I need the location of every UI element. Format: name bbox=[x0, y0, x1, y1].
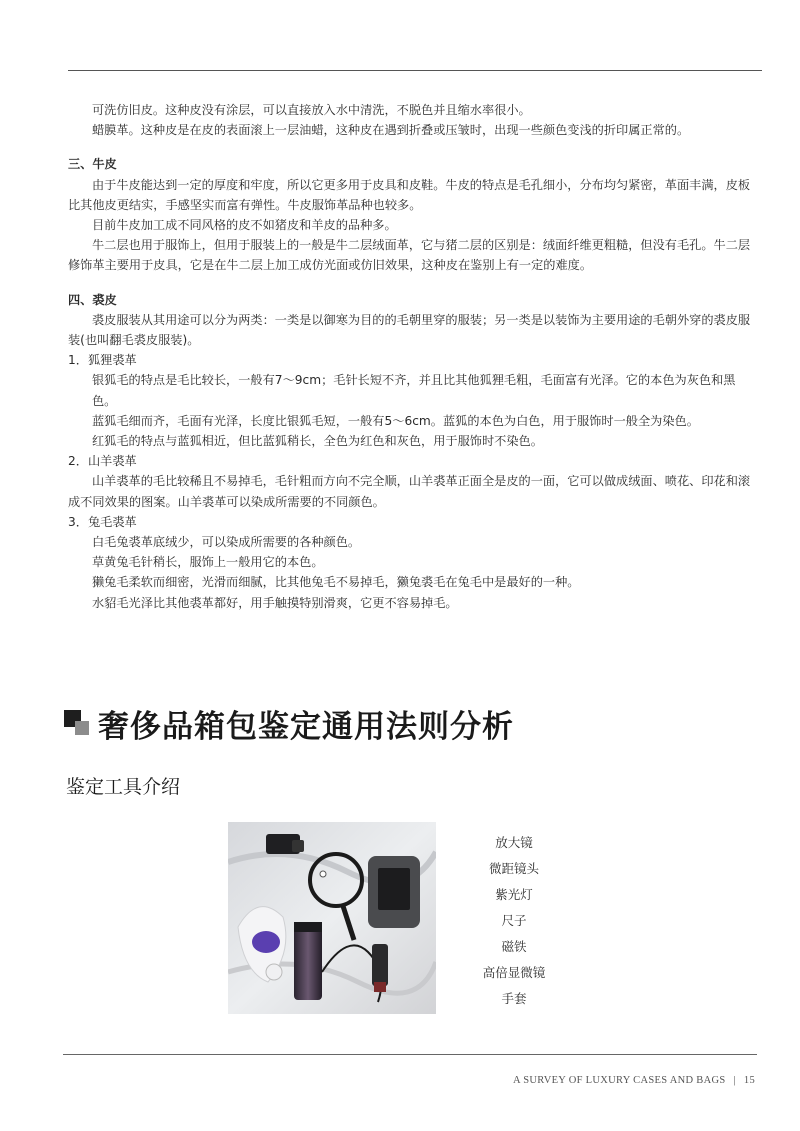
section-heading-text: 三、牛皮 bbox=[68, 157, 117, 172]
tool-item: 磁铁 bbox=[501, 939, 527, 954]
subsection-title: 鉴定工具介绍 bbox=[66, 776, 181, 798]
paragraph: 草黄兔毛针稍长，服饰上一般用它的本色。 bbox=[92, 555, 324, 570]
bottom-rule bbox=[63, 1054, 757, 1055]
paragraph: 蓝狐毛细而齐，毛面有光泽，长度比银狐毛短，一般有5～6cm。蓝狐的本色为白色，用于服饰时一般全为染色。 bbox=[92, 413, 699, 428]
tool-item: 放大镜 bbox=[495, 835, 533, 850]
paragraph: 可洗仿旧皮。这种皮没有涂层，可以直接放入水中清洗，不脱色并且缩水率很小。 bbox=[92, 103, 531, 117]
paragraph: 目前牛皮加工成不同风格的皮不如猪皮和羊皮的品种多。 bbox=[92, 218, 397, 233]
subheading-text: 1．狐狸裘革 bbox=[68, 353, 137, 368]
tool-item: 手套 bbox=[501, 991, 527, 1006]
paragraph: 白毛兔裘革底绒少，可以染成所需要的各种颜色。 bbox=[92, 535, 361, 550]
paragraph: 红狐毛的特点与蓝狐相近，但比蓝狐稍长，全色为红色和灰色，用于服饰时不染色。 bbox=[92, 434, 543, 449]
paragraph: 牛二层也用于服饰上，但用于服装上的一般是牛二层绒面革，它与猪二层的区别是：绒面纤维更粗糙，但没有毛孔。牛二层修饰革主要用于皮具，它是在牛二层上加工成仿光面或仿旧效果，这种皮在鉴别上有一定的难度。 bbox=[68, 238, 751, 273]
paragraph: 由于牛皮能达到一定的厚度和牢度，所以它更多用于皮具和皮鞋。牛皮的特点是毛孔细小，分布均匀紧密，革面丰满，皮板比其他皮更结实，手感坚实而富有弹性。牛皮服饰革品种也较多。 bbox=[68, 177, 751, 212]
top-rule bbox=[68, 70, 762, 71]
page-number: 15 bbox=[743, 1075, 755, 1086]
paragraph: 獭兔毛柔软而细密，光滑而细腻，比其他兔毛不易掉毛，獭兔裘毛在兔毛中是最好的一种。 bbox=[92, 575, 580, 590]
square-bullet-icon bbox=[64, 710, 90, 736]
tool-item: 紫光灯 bbox=[495, 887, 533, 902]
tools-list bbox=[474, 833, 554, 1015]
section-heading-text: 四、裘皮 bbox=[68, 292, 117, 307]
subheading-text: 3．兔毛裘革 bbox=[68, 514, 137, 529]
tools-photo bbox=[228, 822, 436, 1014]
body-text bbox=[68, 100, 758, 613]
footer-text: A SURVEY OF LUXURY CASES AND BAGS bbox=[512, 1075, 726, 1086]
tool-item: 尺子 bbox=[501, 913, 527, 928]
paragraph: 山羊裘革的毛比较稀且不易掉毛，毛针粗而方向不完全顺，山羊裘革正面全是皮的一面，它可以做成绒面、喷花、印花和滚成不同效果的图案。山羊裘革可以染成所需要的不同颜色。 bbox=[68, 474, 751, 509]
section-title: 奢侈品箱包鉴定通用法则分析 bbox=[98, 708, 514, 745]
footer-separator: | bbox=[733, 1075, 736, 1086]
tool-item: 微距镜头 bbox=[488, 861, 539, 876]
paragraph: 蜡膜革。这种皮是在皮的表面滚上一层油蜡，这种皮在遇到折叠或压皱时，出现一些颜色变浅的折印属正常的。 bbox=[92, 123, 690, 138]
tool-item: 高倍显微镜 bbox=[482, 965, 546, 980]
section-heading bbox=[64, 700, 514, 746]
paragraph: 水貂毛光泽比其他裘革都好，用手触摸特别滑爽，它更不容易掉毛。 bbox=[92, 595, 458, 610]
subheading-text: 2．山羊裘革 bbox=[68, 454, 137, 469]
paragraph: 裘皮服装从其用途可以分为两类：一类是以御寒为目的的毛朝里穿的服装；另一类是以装饰为主要用途的毛朝外穿的裘皮服装(也叫翻毛裘皮服装)。 bbox=[68, 312, 751, 348]
paragraph: 银狐毛的特点是毛比较长，一般有7～9cm；毛针长短不齐，并且比其他狐狸毛粗，毛面富有光泽。它的本色为灰色和黑色。 bbox=[92, 373, 736, 408]
page-footer bbox=[513, 1075, 755, 1086]
